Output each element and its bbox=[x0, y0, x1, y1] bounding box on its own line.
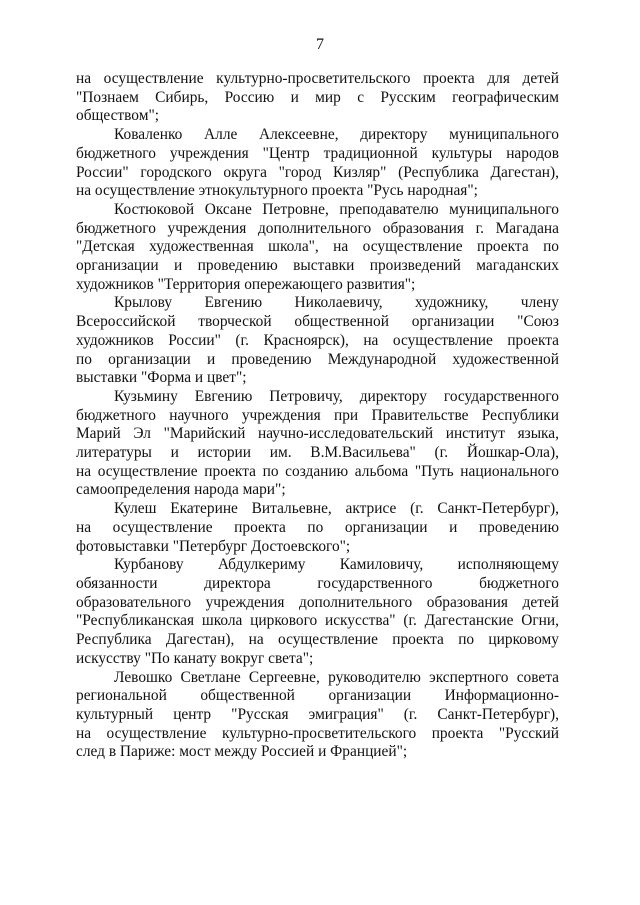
text-line: обществом"; bbox=[76, 107, 160, 125]
text-line: на осуществление этнокультурного проекта "Русь народная"; bbox=[76, 182, 478, 200]
text-line: Курбанову Абдулкериму Камиловичу, исполняющему bbox=[114, 556, 559, 574]
text-line: искусству "По канату вокруг света"; bbox=[76, 649, 314, 667]
paragraph bbox=[76, 669, 559, 763]
text-line: след в Париже: мост между Россией и Францией"; bbox=[76, 743, 408, 761]
text-line: Кулеш Екатерине Витальевне, актрисе (г. Санкт-Петербург), bbox=[114, 500, 559, 518]
text-line: на осуществление проекта по созданию альбома "Путь национального bbox=[76, 462, 559, 480]
paragraph bbox=[76, 388, 559, 500]
paragraph bbox=[76, 126, 559, 201]
text-line: Костюковой Оксане Петровне, преподавателю муниципального bbox=[114, 200, 559, 218]
paragraph bbox=[76, 201, 559, 295]
text-line: Левошко Светлане Сергеевне, руководителю экспертного совета bbox=[114, 668, 559, 686]
text-line: Всероссийской творческой общественной организации "Союз bbox=[76, 313, 559, 331]
text-line: художников России" (г. Красноярск), на осуществление проекта bbox=[76, 331, 559, 349]
text-line: по организации и проведению Международной художественной bbox=[76, 350, 559, 368]
text-line: на осуществление культурно-просветительского проекта для детей bbox=[76, 70, 559, 87]
text-line: художников "Территория опережающего развития"; bbox=[76, 275, 416, 293]
text-line: обязанности директора государственного бюджетного bbox=[76, 574, 559, 592]
text-line: самоопределения народа мари"; bbox=[76, 481, 286, 499]
text-line: бюджетного учреждения дополнительного образования г. Магадана bbox=[76, 219, 559, 237]
text-line: региональной общественной организации Информационно- bbox=[76, 687, 559, 705]
document-body bbox=[76, 70, 559, 762]
text-line: культурный центр "Русская эмиграция" (г. Санкт-Петербург), bbox=[76, 705, 559, 723]
text-line: Марий Эл "Марийский научно-исследовательский институт языка, bbox=[76, 425, 559, 443]
text-line: "Детская художественная школа", на осуществление проекта по bbox=[76, 238, 559, 256]
text-line: бюджетного научного учреждения при Правительстве Республики bbox=[76, 406, 559, 424]
text-line: литературы и истории им. В.М.Васильева" (г. Йошкар-Ола), bbox=[76, 444, 559, 462]
text-line: образовательного учреждения дополнительного образования детей bbox=[76, 593, 559, 611]
page-number: 7 bbox=[316, 36, 324, 53]
text-line: Кузьмину Евгению Петровичу, директору государственного bbox=[114, 387, 559, 405]
text-line: "Познаем Сибирь, Россию и мир с Русским географическим bbox=[76, 88, 559, 106]
text-line: Республика Дагестан), на осуществление проекта по цирковому bbox=[76, 631, 559, 649]
text-line: "Республиканская школа циркового искусства" (г. Дагестанские Огни, bbox=[76, 612, 559, 630]
paragraph bbox=[76, 70, 559, 126]
paragraph bbox=[76, 556, 559, 668]
text-line: на осуществление проекта по организации и проведению bbox=[76, 518, 559, 536]
text-line: выставки "Форма и цвет"; bbox=[76, 369, 247, 387]
paragraph bbox=[76, 500, 559, 556]
paragraph bbox=[76, 294, 559, 388]
text-line: России" городского округа "город Кизляр" (Республика Дагестан), bbox=[76, 163, 559, 181]
text-line: на осуществление культурно-просветительского проекта "Русский bbox=[76, 724, 559, 742]
text-line: Коваленко Алле Алексеевне, директору муниципального bbox=[114, 126, 559, 144]
text-line: организации и проведению выставки произведений магаданских bbox=[76, 257, 559, 275]
text-line: Крылову Евгению Николаевичу, художнику, члену bbox=[114, 294, 559, 312]
text-line: фотовыставки "Петербург Достоевского"; bbox=[76, 537, 351, 555]
text-line: бюджетного учреждения "Центр традиционной культуры народов bbox=[76, 144, 559, 162]
